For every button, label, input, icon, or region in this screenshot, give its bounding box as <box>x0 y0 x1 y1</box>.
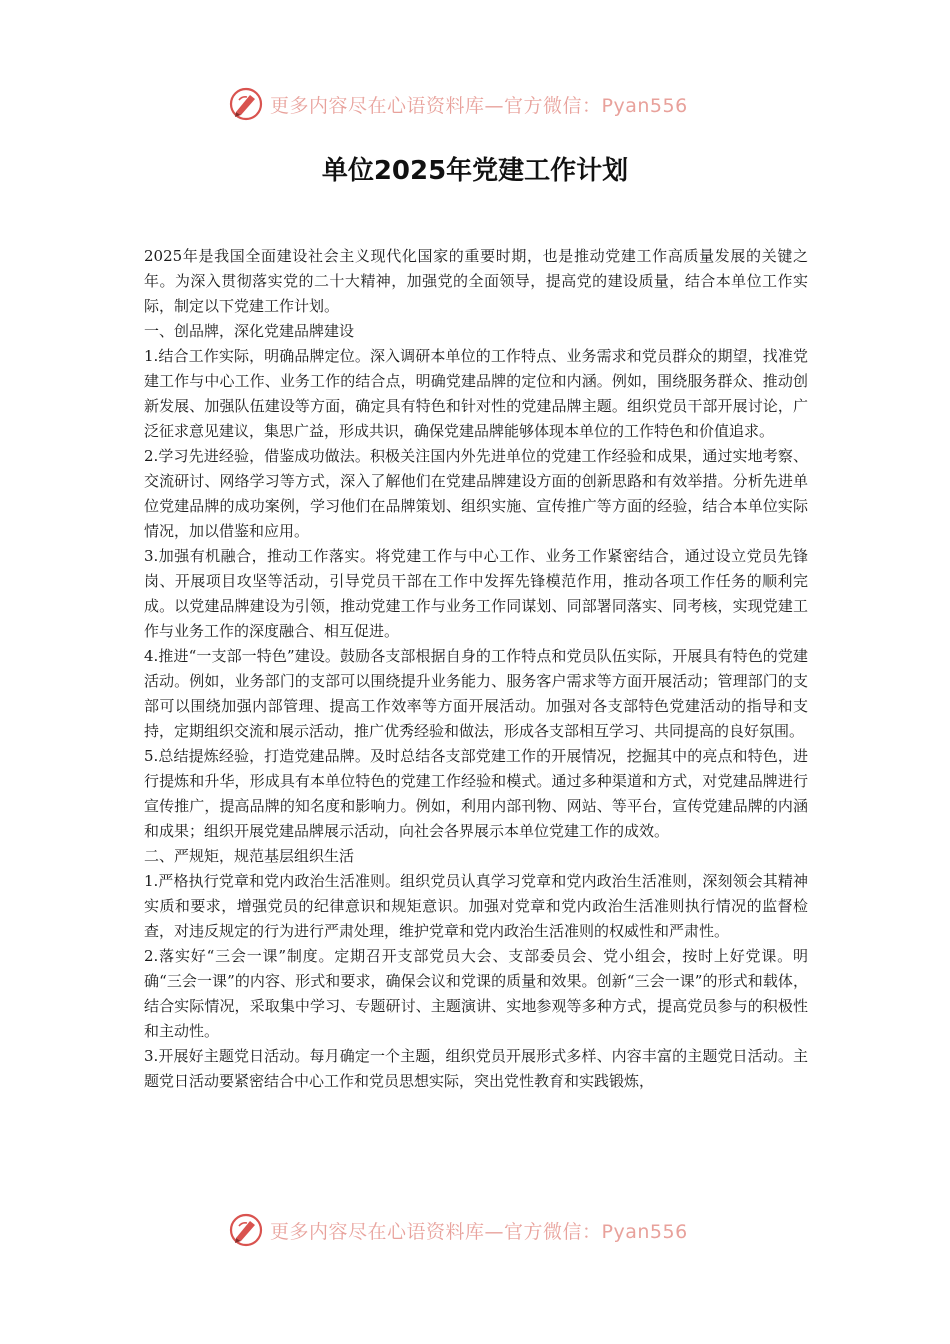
page-title: 单位2025年党建工作计划 <box>321 156 629 186</box>
paragraph-1-3: 3.加强有机融合，推动工作落实。将党建工作与中心工作、业务工作紧密结合，通过设立党员先锋岗、开展项目攻坚等活动，引导党员干部在工作中发挥先锋模范作用，推动各项工作任务的顺利完成。以党建品牌建设为引领，推动党建工作与业务工作同谋划、同部署同落实、同考核，实现党建工作与业务工作的深度融合、相互促进。 <box>144 547 808 640</box>
paragraph-2-3: 3.开展好主题党日活动。每月确定一个主题，组织党员开展形式多样、内容丰富的主题党日活动。主题党日活动要紧密结合中心工作和党员思想实际，突出党性教育和实践锻炼， <box>144 1047 808 1090</box>
section-heading-2: 二、严规矩，规范基层组织生活 <box>144 847 355 865</box>
paragraph-1-1: 1.结合工作实际，明确品牌定位。深入调研本单位的工作特点、业务需求和党员群众的期望，找准党建工作与中心工作、业务工作的结合点，明确党建品牌的定位和内涵。例如，围绕服务群众、推动创新发展、加强队伍建设等方面，确定具有特色和针对性的党建品牌主题。组织党员干部开展讨论，广泛征求意见建议，集思广益，形成共识，确保党建品牌能够体现本单位的工作特色和价值追求。 <box>144 347 808 440</box>
section-heading-1: 一、创品牌，深化党建品牌建设 <box>144 322 355 340</box>
paragraph-1-4: 4.推进“一支部一特色”建设。鼓励各支部根据自身的工作特点和党员队伍实际，开展具有特色的党建活动。例如，业务部门的支部可以围绕提升业务能力、服务客户需求等方面开展活动；管理部门的支部可以围绕加强内部管理、提高工作效率等方面开展活动。加强对各支部特色党建活动的指导和支持，定期组织交流和展示活动，推广优秀经验和做法，形成各支部相互学习、共同提高的良好氛围。 <box>144 647 808 740</box>
paragraph-1-2: 2.学习先进经验，借鉴成功做法。积极关注国内外先进单位的党建工作经验和成果，通过实地考察、交流研讨、网络学习等方式，深入了解他们在党建品牌建设方面的创新思路和有效举措。分析先进单位党建品牌的成功案例，学习他们在品牌策划、组织实施、宣传推广等方面的经验，结合本单位实际情况，加以借鉴和应用。 <box>144 447 808 540</box>
intro-paragraph: 2025年是我国全面建设社会主义现代化国家的重要时期，也是推动党建工作高质量发展的关键之年。为深入贯彻落实党的二十大精神，加强党的全面领导，提高党的建设质量，结合本单位工作实际，制定以下党建工作计划。 <box>144 247 808 315</box>
paragraph-2-1: 1.严格执行党章和党内政治生活准则。组织党员认真学习党章和党内政治生活准则，深刻领会其精神实质和要求，增强党员的纪律意识和规矩意识。加强对党章和党内政治生活准则执行情况的监督检查，对违反规定的行为进行严肃处理，维护党章和党内政治生活准则的权威性和严肃性。 <box>144 872 808 940</box>
paragraph-1-5: 5.总结提炼经验，打造党建品牌。及时总结各支部党建工作的开展情况，挖掘其中的亮点和特色，进行提炼和升华，形成具有本单位特色的党建工作经验和模式。通过多种渠道和方式，对党建品牌进行宣传推广，提高品牌的知名度和影响力。例如，利用内部刊物、网站、等平台，宣传党建品牌的内涵和成果；组织开展党建品牌展示活动，向社会各界展示本单位党建工作的成效。 <box>144 747 808 840</box>
document-body <box>144 244 808 1094</box>
paragraph-2-2: 2.落实好“三会一课”制度。定期召开支部党员大会、支部委员会、党小组会，按时上好党课。明确“三会一课”的内容、形式和要求，确保会议和党课的质量和效果。创新“三会一课”的形式和载体，结合实际情况，采取集中学习、专题研讨、主题演讲、实地参观等多种方式，提高党员参与的积极性和主动性。 <box>144 947 808 1040</box>
footer-banner <box>228 1210 688 1250</box>
header-banner-text: 更多内容尽在心语资料库—官方微信：Pyan556 <box>270 94 688 117</box>
pen-logo-icon <box>228 86 264 122</box>
footer-banner-text: 更多内容尽在心语资料库—官方微信：Pyan556 <box>270 1220 688 1243</box>
header-banner <box>228 84 688 124</box>
pen-logo-icon <box>228 1212 264 1248</box>
